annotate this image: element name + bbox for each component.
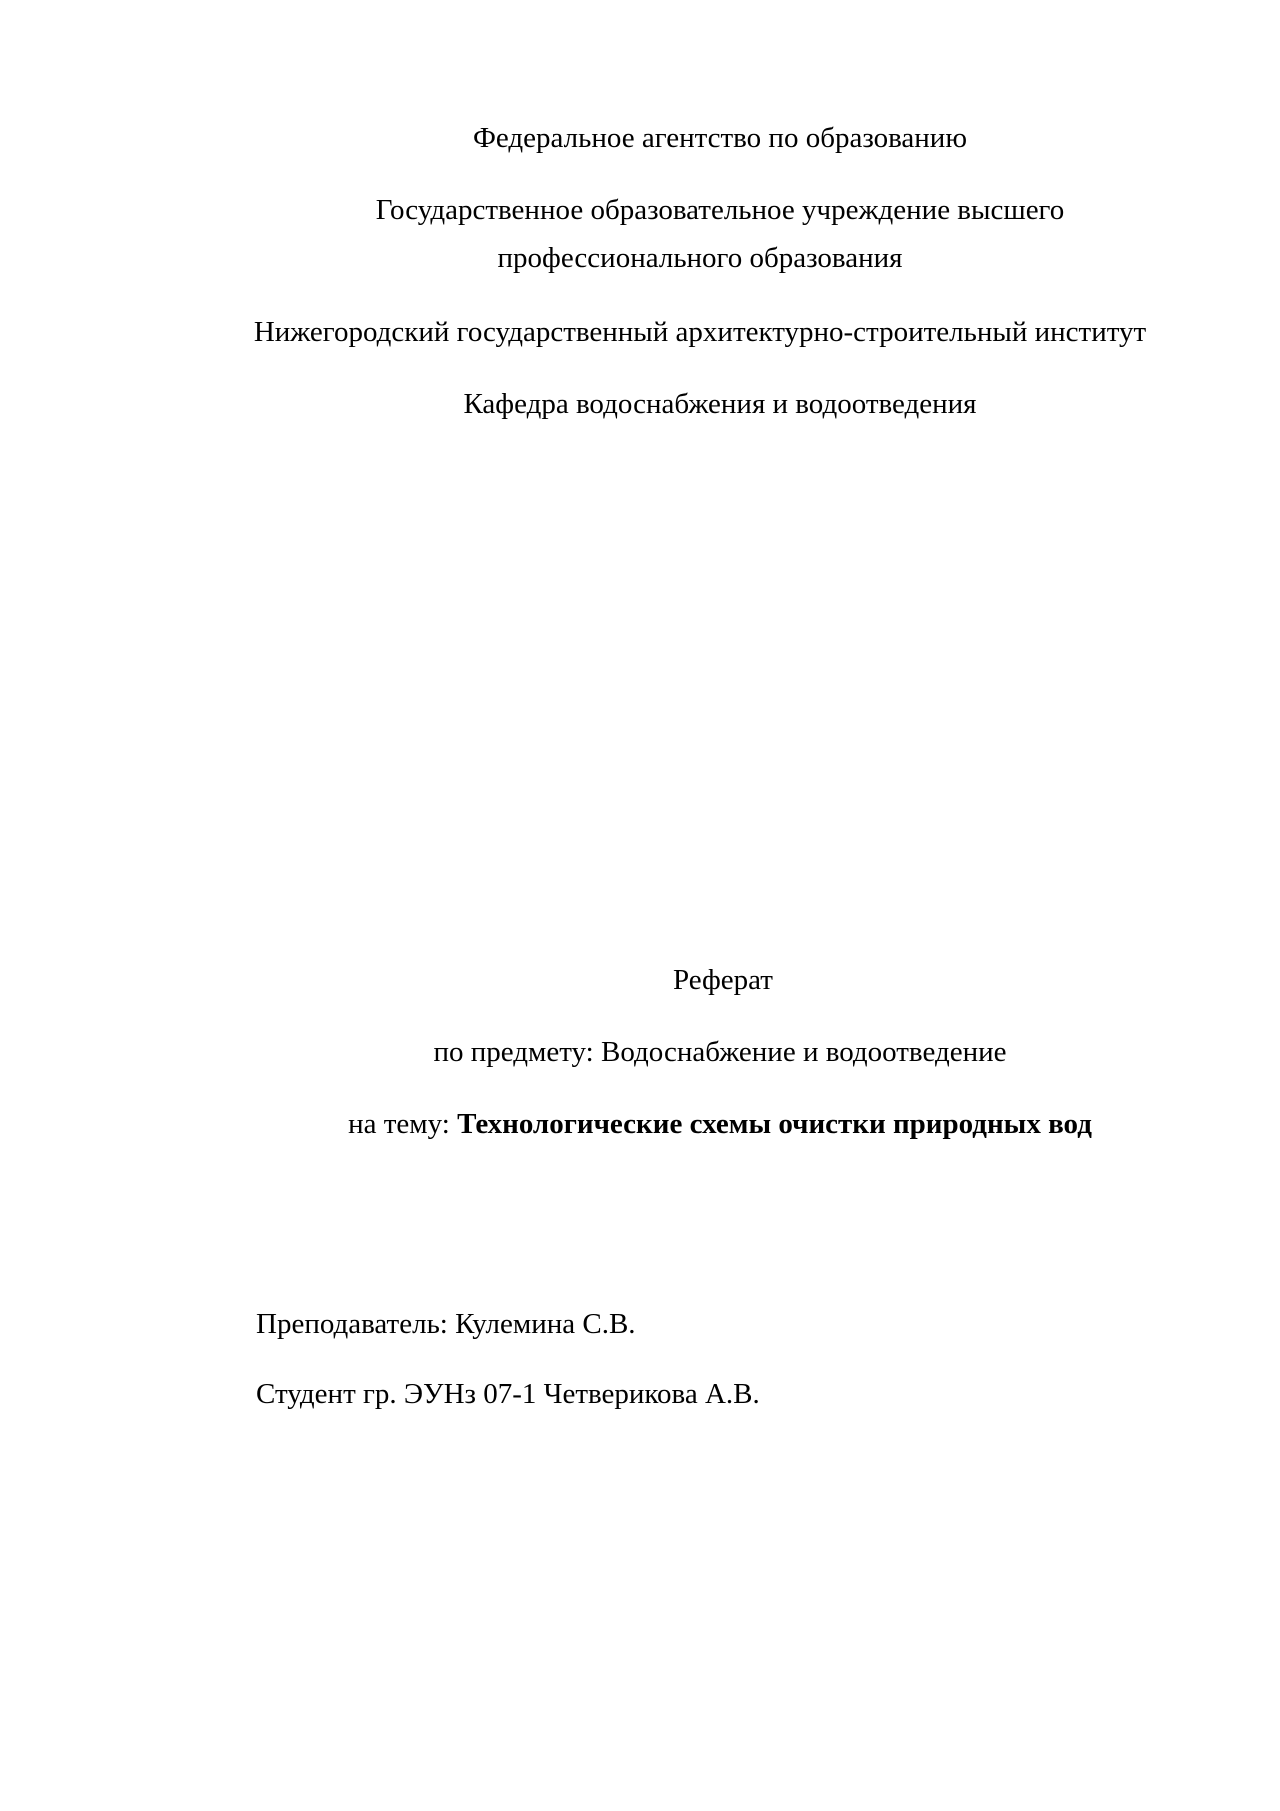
- subject-line: [200, 1035, 1240, 1069]
- work-type: Реферат: [673, 964, 773, 996]
- institution-line-2: профессионального образования: [497, 242, 903, 274]
- topic-line: [200, 1107, 1240, 1141]
- teacher-name: Кулемина С.В.: [455, 1308, 636, 1340]
- student-label: Студент гр. ЭУНз 07-1: [256, 1378, 537, 1410]
- university-line: Нижегородский государственный архитектурно-строительный институт: [253, 316, 1147, 348]
- subject-prefix: по предмету:: [433, 1036, 594, 1068]
- subject-name: Водоснабжение и водоотведение: [600, 1036, 1007, 1068]
- teacher-line: [256, 1307, 636, 1341]
- topic-prefix: на тему:: [348, 1108, 450, 1140]
- student-name: Четверикова А.В.: [543, 1378, 760, 1410]
- department-line: Кафедра водоснабжения и водоотведения: [463, 388, 977, 420]
- teacher-label: Преподаватель:: [256, 1308, 448, 1340]
- institution-line-1: Государственное образовательное учреждение высшего: [375, 194, 1065, 226]
- topic-title: Технологические схемы очистки природных вод: [457, 1108, 1092, 1140]
- agency-line: Федеральное агентство по образованию: [472, 122, 967, 154]
- student-line: [256, 1377, 760, 1411]
